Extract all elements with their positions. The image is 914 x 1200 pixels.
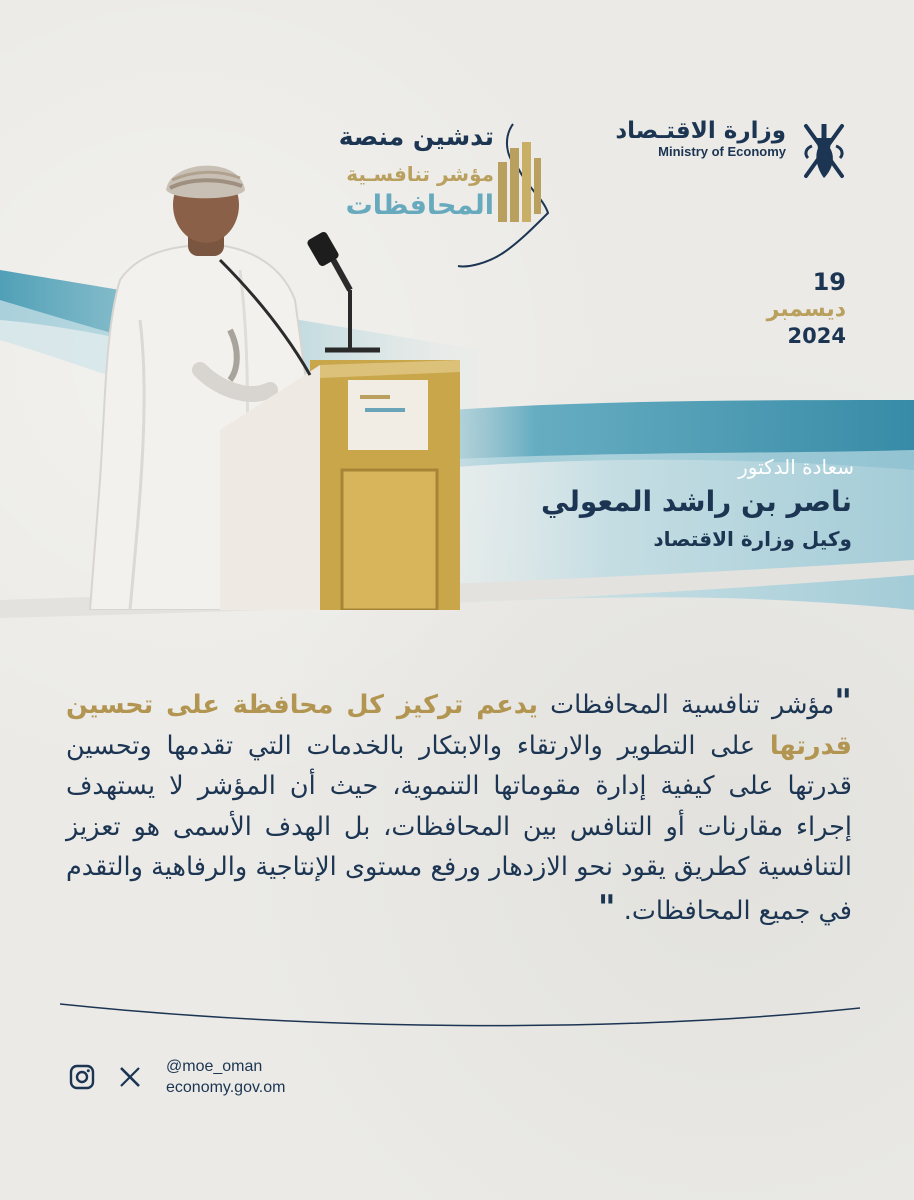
launch-subtitle-line2: المحافظات	[345, 190, 494, 221]
instagram-icon[interactable]	[66, 1061, 98, 1093]
ministry-name-en: Ministry of Economy	[658, 144, 786, 160]
date-year: 2024	[787, 324, 846, 349]
date-month: ديسمبر	[766, 296, 846, 322]
quote-part-2: على التطوير والارتقاء والابتكار بالخدمات التي تقدمها وتحسين قدرتها على كيفية إدارة مقوماتها التنموية، حيث أن المؤشر لا يستهدف إجراء مقارنات أو التنافس بين المحافظات، بل الهدف الأسمى هو تعزيز التنافسية كطريق يقود نحو الازدهار ورفع مستوى الإنتاجية والرفاهية والتقدم في جميع المحافظات.	[66, 730, 852, 926]
social-handle[interactable]: @moe_oman	[166, 1058, 263, 1075]
speaker-name: ناصر بن راشد المعولي	[541, 485, 852, 518]
launch-title: تدشين منصة	[338, 122, 494, 151]
footer-social	[66, 1056, 285, 1098]
quote-text	[66, 682, 852, 931]
x-icon[interactable]	[114, 1061, 146, 1093]
speaker-honorific: سعادة الدكتور	[738, 455, 854, 479]
close-quote-mark: "	[597, 887, 616, 928]
khanjar-emblem-icon	[796, 118, 852, 184]
website-link[interactable]: economy.gov.om	[166, 1079, 286, 1096]
ministry-logo	[615, 118, 852, 184]
decorative-divider	[60, 1000, 860, 1040]
date-day: 19	[812, 268, 846, 296]
launch-subtitle-line1: مؤشر تنافسـية	[346, 162, 494, 186]
ministry-name-ar: وزارة الاقتـصاد	[615, 118, 786, 144]
event-date	[767, 268, 846, 349]
quote-block	[66, 682, 852, 931]
open-quote-mark: "	[834, 682, 852, 722]
launch-logo	[328, 118, 558, 278]
speaker-role: وكيل وزارة الاقتصاد	[653, 527, 852, 551]
quote-highlight: يدعم تركيز كل محافظة على تحسين قدرتها	[66, 690, 852, 761]
quote-part-1: مؤشر تنافسية المحافظات	[538, 690, 835, 720]
